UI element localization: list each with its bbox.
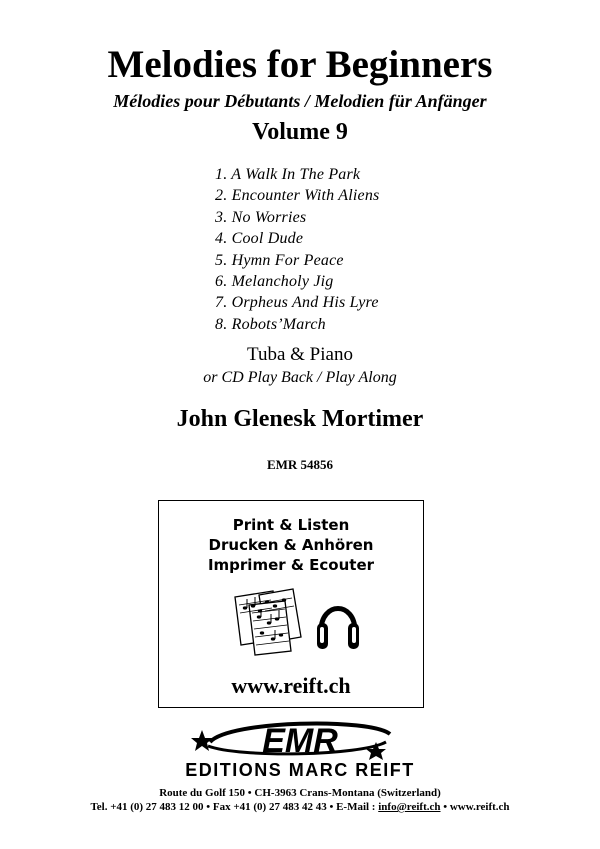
track-item: 4. Cool Dude <box>215 230 304 248</box>
contact-phone-fax: Tel. +41 (0) 27 483 12 00 • Fax +41 (0) 27 483 42 43 • E-Mail : <box>90 801 379 813</box>
email-link[interactable]: info@reift.ch <box>378 801 441 813</box>
track-item: 3. No Worries <box>215 208 307 226</box>
volume-label: Volume 9 <box>252 119 348 145</box>
publisher-logo <box>150 712 450 787</box>
print-listen-icons <box>229 587 359 662</box>
instrumentation: Tuba & Piano <box>247 344 353 365</box>
composer: John Glenesk Mortimer <box>176 406 424 432</box>
subtitle: Mélodies pour Débutants / Melodien für Anfänger <box>113 91 487 111</box>
contact-website: • www.reift.ch <box>440 801 510 813</box>
track-item: 1. A Walk In The Park <box>215 166 361 183</box>
logo-emr: EMR <box>262 722 338 760</box>
track-item: 2. Encounter With Aliens <box>215 187 380 205</box>
print-listen-line: Drucken & Anhören <box>208 536 374 554</box>
publisher-contact <box>0 800 600 814</box>
track-item: 5. Hymn For Peace <box>215 251 344 269</box>
print-listen-box <box>158 500 424 708</box>
print-listen-line: Imprimer & Ecouter <box>207 556 375 574</box>
catalog-number: EMR 54856 <box>266 457 334 472</box>
track-item: 6. Melancholy Jig <box>215 273 334 291</box>
playback-note: or CD Play Back / Play Along <box>203 369 397 386</box>
publisher-address: Route du Golf 150 • CH-3963 Crans-Montana (Switzerland) <box>159 787 441 799</box>
track-list <box>215 164 380 335</box>
headphones-icon <box>317 609 359 650</box>
print-listen-text <box>159 515 423 575</box>
track-item: 8. Robots’March <box>215 315 326 333</box>
website-link[interactable]: www.reift.ch <box>231 673 351 698</box>
sheet-music-icon <box>229 587 359 657</box>
title: Melodies for Beginners <box>107 43 493 86</box>
print-listen-line: Print & Listen <box>232 516 350 534</box>
publisher-name: EDITIONS MARC REIFT <box>185 760 415 780</box>
track-item: 7. Orpheus And His Lyre <box>215 294 379 312</box>
